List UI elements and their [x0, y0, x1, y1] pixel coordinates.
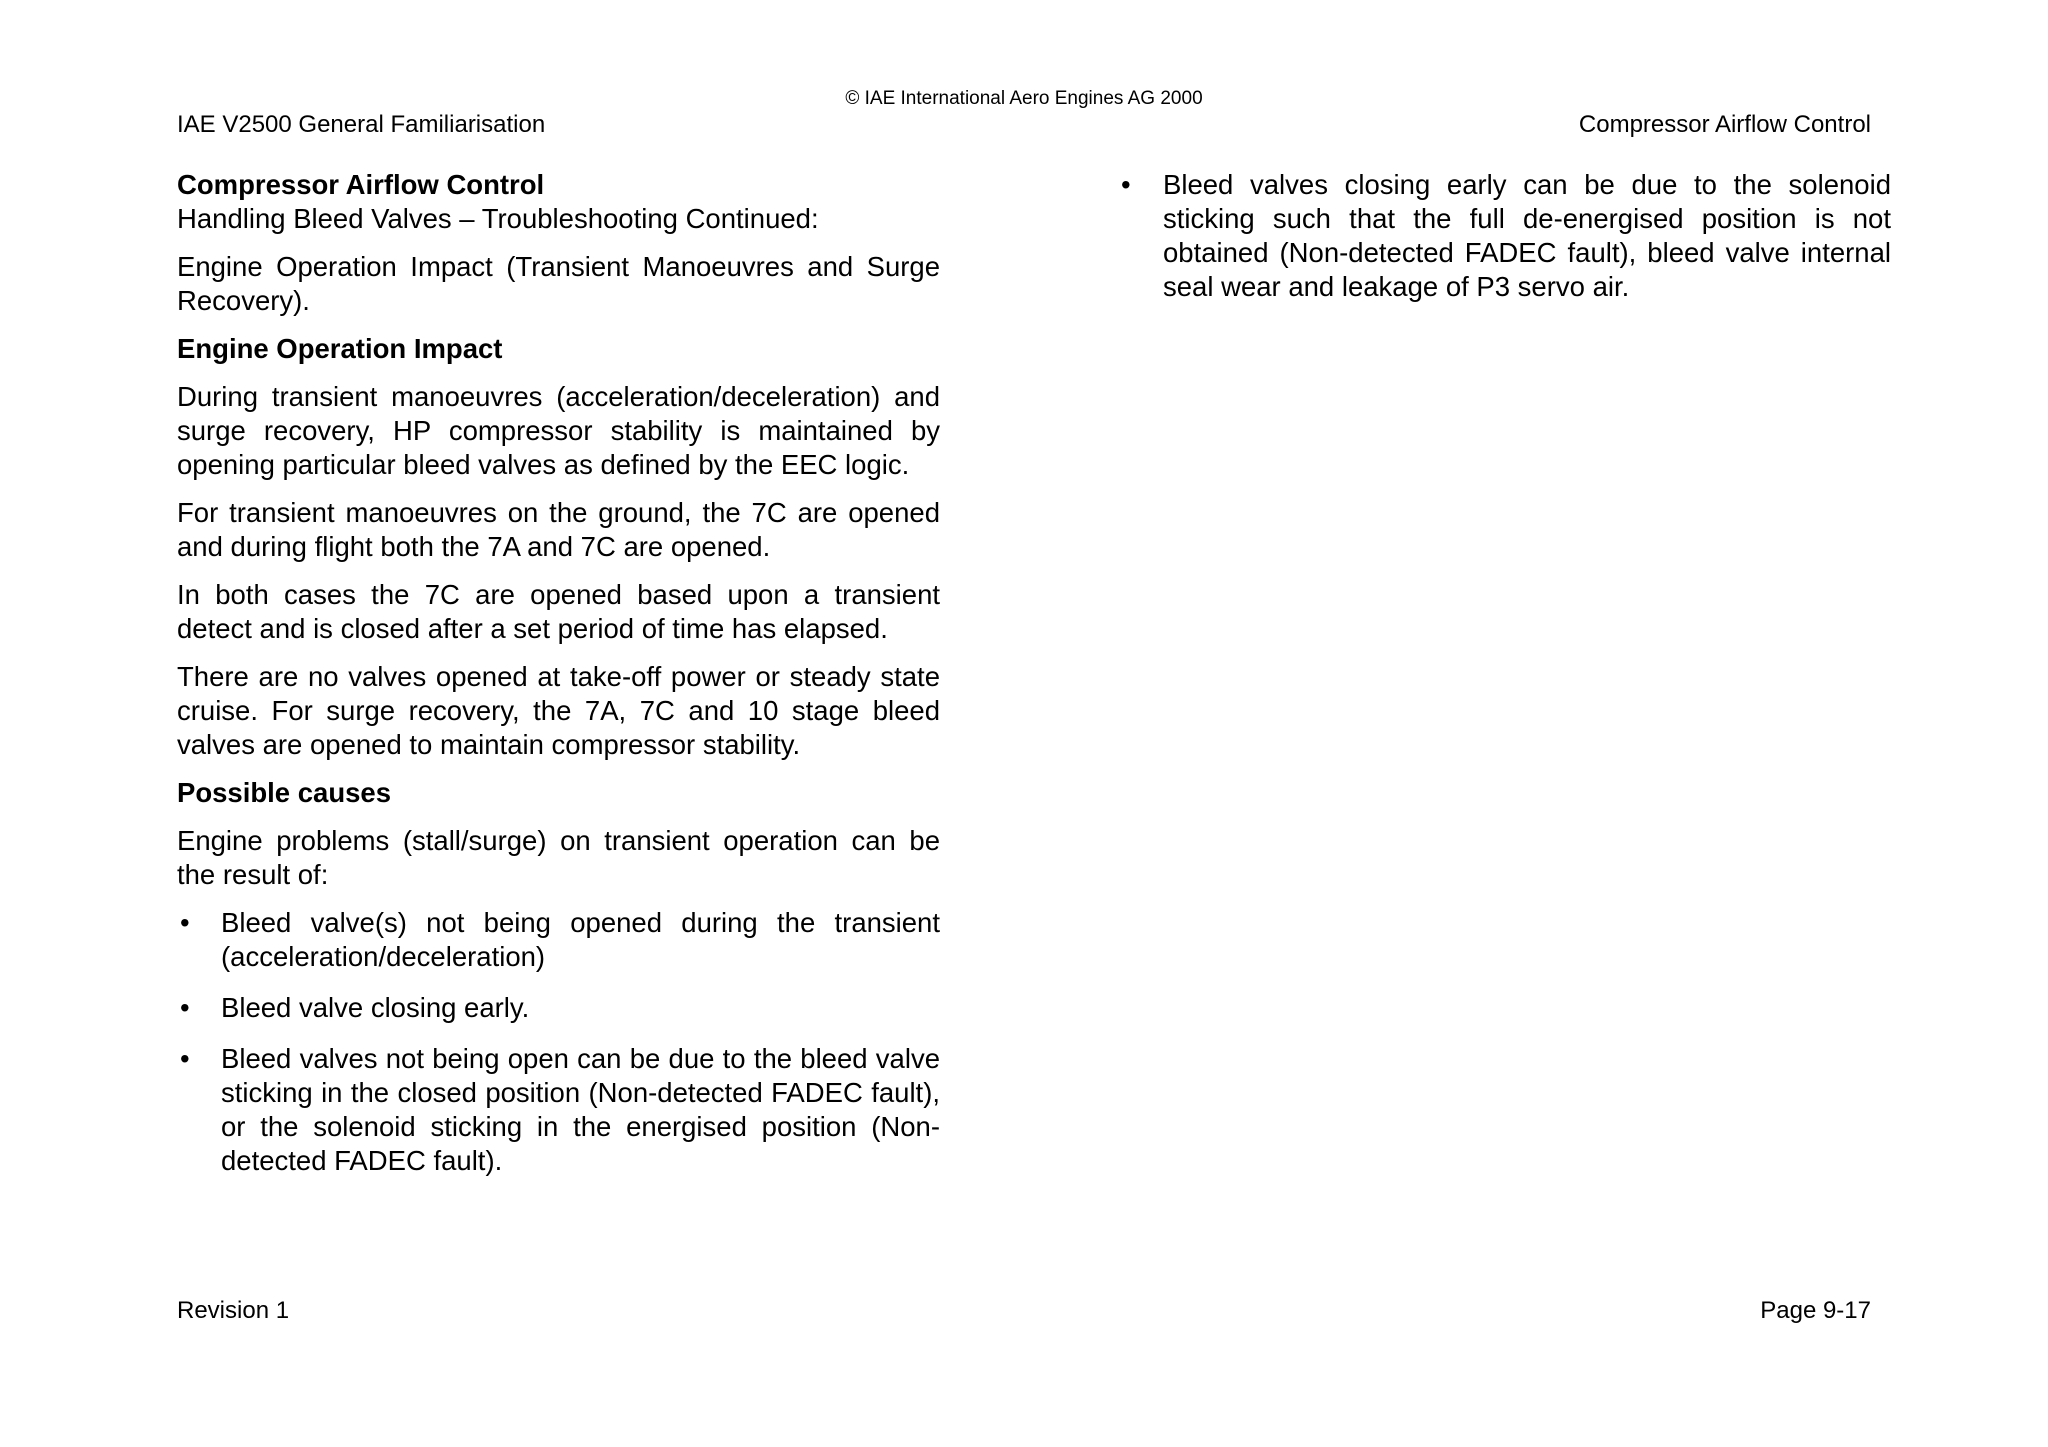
causes-bullet-list	[177, 906, 940, 1178]
list-item	[177, 991, 940, 1025]
document-title-header: IAE V2500 General Familiarisation	[177, 111, 546, 138]
body-paragraph: For transient manoeuvres on the ground, the 7C are opened and during flight both the 7A and 7C are opened.	[177, 497, 940, 562]
list-item	[177, 906, 940, 974]
bullet-icon: •	[180, 992, 190, 1023]
bullet-icon: •	[180, 1043, 190, 1074]
page-number-footer: Page 9-17	[1760, 1297, 1871, 1324]
bullet-icon: •	[180, 907, 190, 938]
body-paragraph: There are no valves opened at take-off power or steady state cruise. For surge recovery, the 7A, 7C and 10 stage bleed valves are opened to maintain compressor stability.	[177, 661, 940, 760]
possible-causes-heading: Possible causes	[177, 777, 392, 808]
left-column	[177, 168, 940, 1195]
body-paragraph: In both cases the 7C are opened based upon a transient detect and is closed after a set period of time has elapsed.	[177, 579, 940, 644]
chapter-title-header: Compressor Airflow Control	[1578, 111, 1871, 138]
list-item	[1118, 168, 1891, 304]
list-item-text: Bleed valves closing early can be due to the solenoid sticking such that the full de-energised position is not obtained (Non-detected FADEC fault), bleed valve internal seal wear and leakage of P3 servo air.	[1163, 169, 1891, 302]
continued-bullet-list	[1118, 168, 1891, 304]
copyright-notice: © IAE International Aero Engines AG 2000	[845, 88, 1203, 109]
list-item-text: Bleed valve(s) not being opened during the transient (acceleration/deceleration)	[221, 907, 940, 972]
body-paragraph: During transient manoeuvres (acceleration/deceleration) and surge recovery, HP compressor stability is maintained by opening particular bleed valves as defined by the EEC logic.	[177, 381, 940, 480]
causes-intro-paragraph: Engine problems (stall/surge) on transient operation can be the result of:	[177, 825, 940, 890]
revision-footer: Revision 1	[177, 1297, 290, 1324]
section-subtitle: Handling Bleed Valves – Troubleshooting Continued:	[177, 203, 819, 234]
intro-paragraph: Engine Operation Impact (Transient Manoeuvres and Surge Recovery).	[177, 251, 940, 316]
list-item-text: Bleed valve closing early.	[221, 992, 530, 1023]
right-column	[1118, 168, 1891, 321]
bullet-icon: •	[1121, 169, 1131, 200]
list-item	[177, 1042, 940, 1178]
section-title: Compressor Airflow Control	[177, 169, 545, 200]
list-item-text: Bleed valves not being open can be due to the bleed valve sticking in the closed position (Non-detected FADEC fault), or the solenoid sticking in the energised position (Non-detected FADEC fault).	[221, 1043, 940, 1176]
engine-operation-heading: Engine Operation Impact	[177, 333, 503, 364]
